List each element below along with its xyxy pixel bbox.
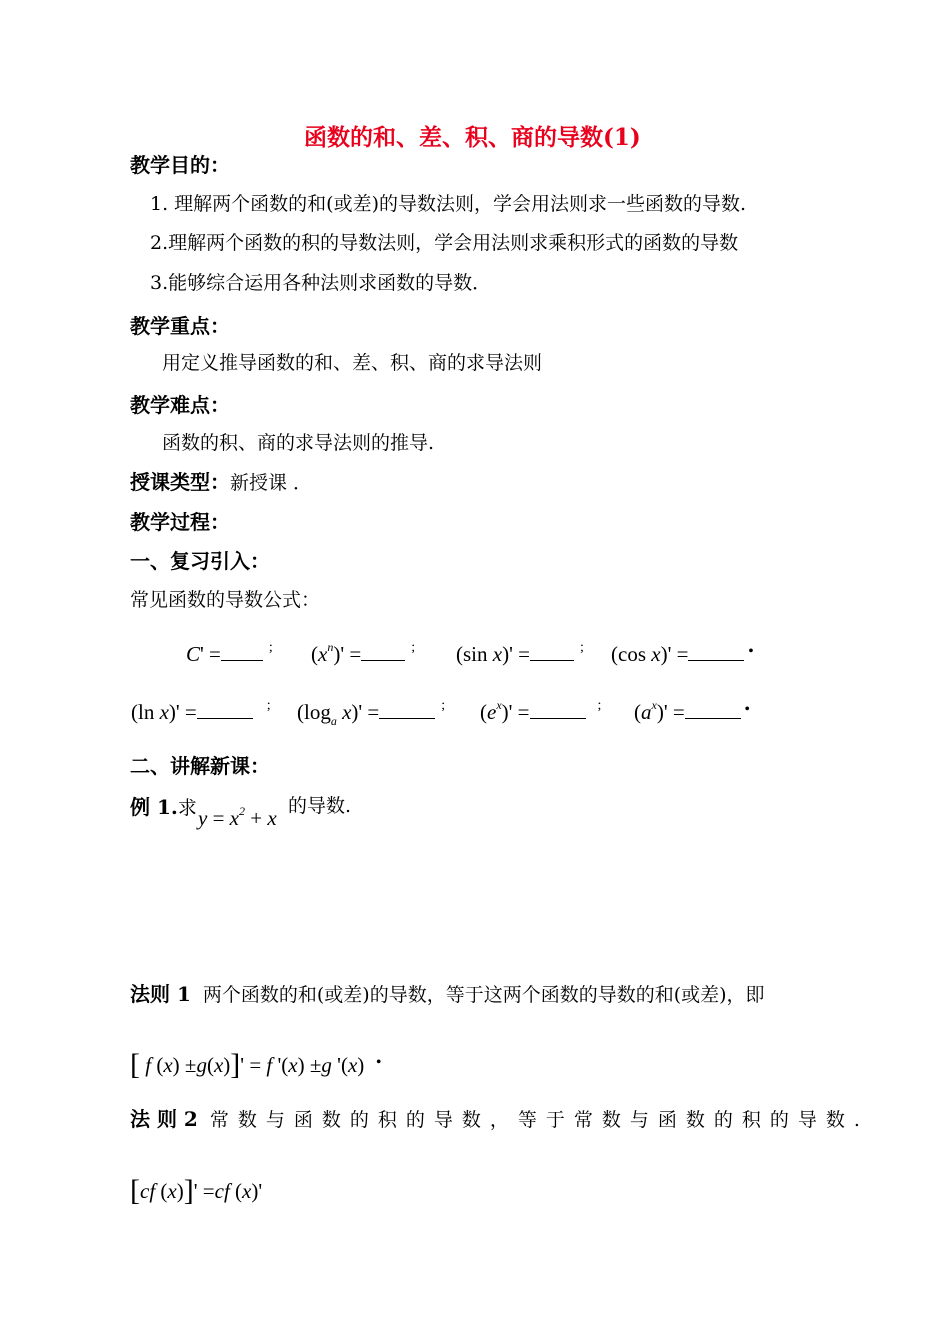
review-heading: 一、复习引入： bbox=[130, 549, 270, 573]
rule-1-formula: [ f (x) ±g(x)]' = f '(x) ±g '(x) • bbox=[130, 1048, 382, 1081]
formula-ln: (ln x)' = ; bbox=[131, 698, 271, 724]
lesson-type-text: 新授课 ． bbox=[230, 472, 313, 494]
example-1-label: 例 1. bbox=[130, 795, 178, 819]
formula-power: $(x^n)' = ^;$ bbox=[311, 640, 416, 666]
formula-exp-a: $(a^x)' = ^•$ bbox=[634, 698, 750, 724]
rule-1-text: 两个函数的和(或差)的导数，等于这两个函数的导数的和(或差)，即 bbox=[202, 984, 765, 1006]
rule-2-label: 法 则 2 bbox=[130, 1107, 198, 1131]
formula-sin: (sin x)' = ; bbox=[456, 640, 584, 666]
rule-2-text: 常数与函数的积的导数，等于常数与函数的积的导数. bbox=[209, 1109, 869, 1131]
new-lesson-heading: 二、讲解新课： bbox=[130, 754, 270, 778]
lesson-type-heading: 授课类型： bbox=[130, 470, 230, 494]
key-points-heading: 教学重点： bbox=[130, 314, 230, 338]
rule-1-label: 法则 1 bbox=[130, 982, 191, 1006]
key-points-text: 用定义推导函数的和、差、积、商的求导法则 bbox=[162, 352, 543, 374]
formula-exp-e: $(e^x)' = ^;$ bbox=[480, 698, 602, 724]
objective-item-3: 3.能够综合运用各种法则求函数的导数． bbox=[150, 272, 492, 294]
objectives-heading: 教学目的： bbox=[130, 153, 230, 177]
example-1-suffix: 的导数. bbox=[288, 795, 352, 817]
formula-constant: C' = ; bbox=[186, 640, 273, 666]
difficulties-text: 函数的积、商的求导法则的推导. bbox=[162, 432, 435, 454]
rule-2-formula: [cf (x)]' =cf (x)' bbox=[130, 1174, 263, 1207]
formula-log: ($\log_a$ x)' = ; bbox=[297, 698, 446, 728]
review-intro: 常见函数的导数公式： bbox=[130, 589, 321, 611]
page-title: 函数的和、差、积、商的导数(1) bbox=[304, 124, 641, 151]
objective-item-1: 1. 理解两个函数的和(或差)的导数法则，学会用法则求一些函数的导数. bbox=[150, 193, 747, 215]
difficulties-heading: 教学难点： bbox=[130, 393, 230, 417]
formula-cos: (cos x)' = • bbox=[611, 642, 754, 666]
process-heading: 教学过程： bbox=[130, 510, 230, 534]
objective-item-2: 2.理解两个函数的积的导数法则，学会用法则求乘积形式的函数的导数 bbox=[150, 232, 739, 254]
example-1 bbox=[130, 797, 197, 818]
lesson-type bbox=[130, 472, 312, 493]
example-1-prefix: 求 bbox=[177, 797, 197, 819]
rule-2 bbox=[130, 1109, 869, 1130]
rule-1 bbox=[130, 984, 765, 1005]
example-1-formula: $y = x^2 + x$ bbox=[198, 804, 277, 830]
